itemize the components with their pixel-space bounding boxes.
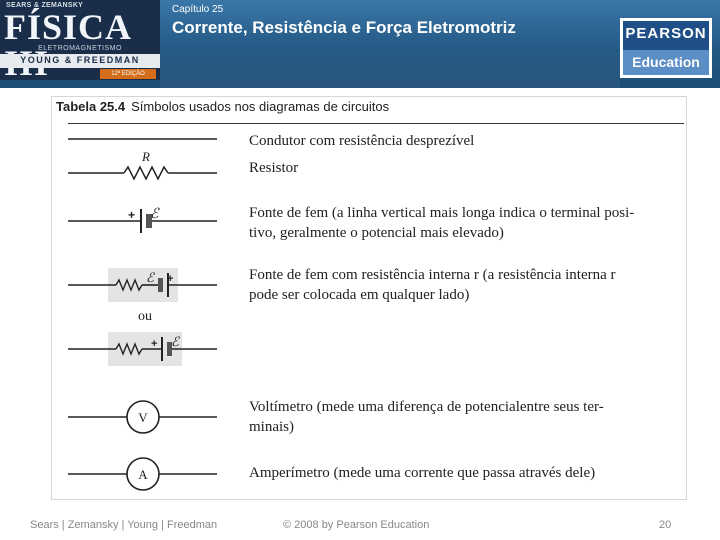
footer-copyright: © 2008 by Pearson Education [283, 519, 430, 531]
desc-voltmeter-line-2: minais) [249, 419, 294, 435]
emf-label: ℰ [150, 207, 159, 222]
header-band [0, 0, 720, 88]
desc-voltmeter-line-1: Voltímetro (mede uma diferença de potencialentre seus ter- [249, 399, 604, 415]
cover-subtitle: ELETROMAGNETISMO [38, 45, 122, 52]
circuit-symbols-table [51, 96, 687, 500]
ammeter-symbol [68, 458, 217, 490]
table-number: Tabela 25.4 [56, 99, 126, 114]
desc-emf-line-1: Fonte de fem (a linha vertical mais longa indica o terminal posi- [249, 205, 635, 221]
voltmeter-letter: V [138, 410, 148, 425]
chapter-label: Capítulo 25 [172, 4, 224, 15]
desc-internal-line-2: pode ser colocada em qualquer lado) [249, 287, 470, 303]
header-fade [160, 40, 620, 88]
logo-bottom-text: Education [623, 50, 709, 75]
desc-conductor: Condutor com resistência desprezível [249, 133, 475, 149]
ammeter-letter: A [138, 467, 148, 482]
emf-plus-sign-1: + [167, 273, 174, 285]
pearson-logo [620, 18, 712, 78]
voltmeter-symbol [68, 401, 217, 433]
page-number: 20 [659, 519, 672, 531]
footer-authors: Sears | Zemansky | Young | Freedman [30, 519, 218, 531]
emf-plus-sign-2: + [151, 338, 158, 350]
emf-label-1: ℰ [146, 270, 154, 285]
desc-emf-line-2: tivo, geralmente o potencial mais elevado) [249, 225, 504, 241]
cover-title: FÍSICA [4, 7, 131, 47]
desc-ammeter: Amperímetro (mede uma corrente que passa através dele) [249, 465, 596, 481]
resistor-symbol [68, 149, 217, 179]
logo-top-text: PEARSON [625, 25, 707, 42]
desc-resistor: Resistor [249, 160, 299, 176]
cover-edition: 12ª EDIÇÃO [100, 69, 156, 79]
cover-authors: SEARS & ZEMANSKY [6, 2, 84, 9]
emf-source-symbol [68, 207, 217, 233]
book-cover-thumbnail [0, 0, 160, 80]
emf-internal-resistance-symbol-1 [68, 268, 217, 302]
emf-plus-sign: + [128, 208, 136, 222]
emf-internal-resistance-symbol-2 [68, 332, 217, 366]
desc-internal-line-1: Fonte de fem com resistência interna r (a resistência interna r [249, 267, 616, 283]
table-caption-text: Símbolos usados nos diagramas de circuitos [131, 99, 390, 114]
emf-label-2: ℰ [171, 334, 179, 349]
or-label: ou [138, 309, 152, 324]
slide-title: Corrente, Resistência e Força Eletromotriz [172, 18, 516, 37]
resistor-label: R [142, 149, 150, 164]
cover-names: YOUNG & FREEDMAN [20, 55, 140, 65]
